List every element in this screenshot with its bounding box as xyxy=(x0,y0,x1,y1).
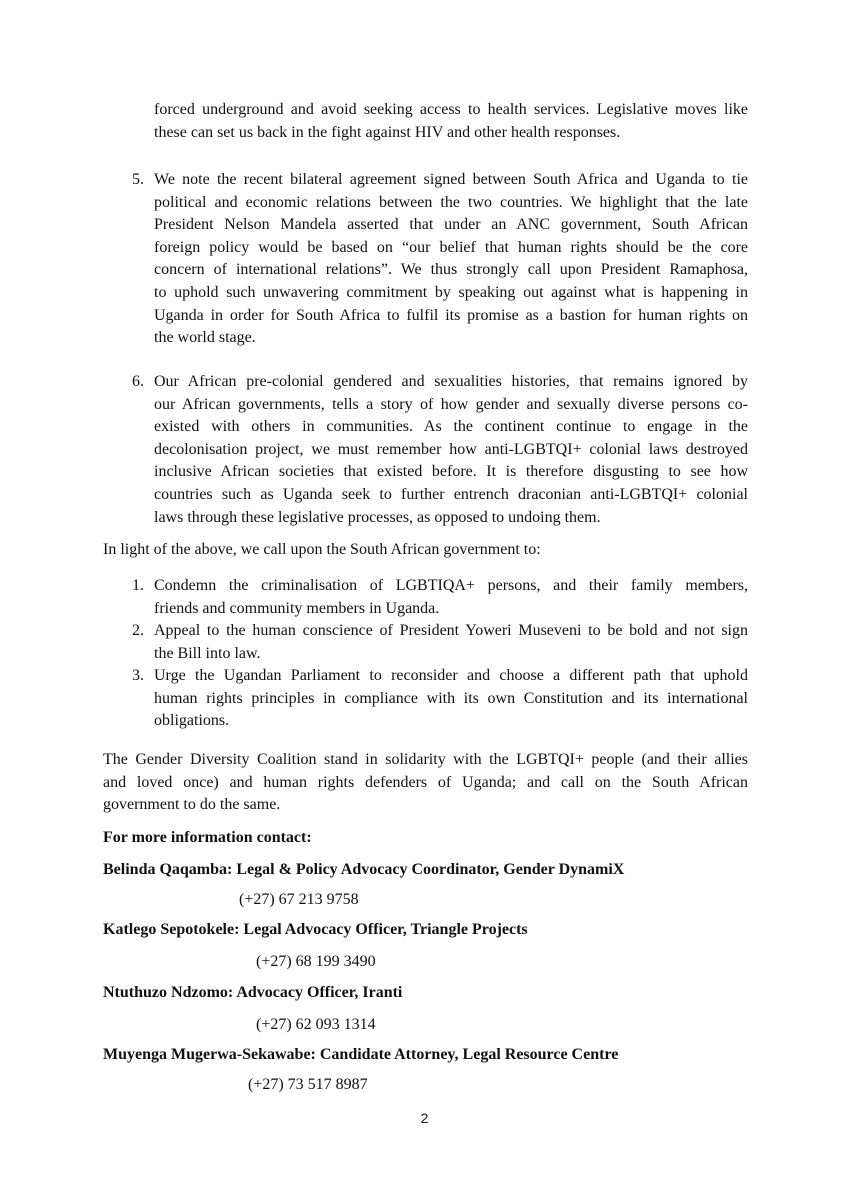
text-line: existed with others in communities. As the continent continue to engage in the xyxy=(154,418,748,436)
text-line: government to do the same. xyxy=(103,796,281,814)
text-line: obligations. xyxy=(154,712,230,730)
text-line: the world stage. xyxy=(154,329,256,347)
contact-phone: (+27) 62 093 1314 xyxy=(256,1016,376,1033)
contact-phone: (+27) 67 213 9758 xyxy=(239,891,359,908)
text-line: to uphold such unwavering commitment by speaking out against what is happening in xyxy=(154,283,748,301)
text-line: Uganda in order for South Africa to fulfil its promise as a bastion for human rights on xyxy=(154,306,748,324)
list-number: 3. xyxy=(132,667,144,684)
point-6 xyxy=(132,371,748,529)
text-line: inclusive African societies that existed before. It is therefore disgusting to see how xyxy=(154,463,748,481)
text-line: countries such as Uganda seek to further entrench draconian anti-LGBTQI+ colonial xyxy=(154,485,748,503)
contact-name: Belinda Qaqamba: Legal & Policy Advocacy Coordinator, Gender DynamiX xyxy=(103,861,625,878)
list-number: 1. xyxy=(132,577,144,594)
text-line: forced underground and avoid seeking access to health services. Legislative moves like xyxy=(154,101,748,118)
demand-3 xyxy=(132,665,748,733)
text-line: our African governments, tells a story of how gender and sexually diverse persons co- xyxy=(154,395,748,413)
text-line: foreign policy would be based on “our belief that human rights should be the core xyxy=(154,238,748,256)
text-line: and loved once) and human rights defenders of Uganda; and call on the South African xyxy=(103,773,748,791)
contact-phone: (+27) 73 517 8987 xyxy=(248,1076,368,1093)
contact-name: Ntuthuzo Ndzomo: Advocacy Officer, Iranti xyxy=(103,984,403,1001)
demand-2 xyxy=(132,620,748,665)
text-line: Appeal to the human conscience of President Yoweri Museveni to be bold and not sign xyxy=(154,622,748,639)
point-5 xyxy=(132,169,748,350)
text-line: President Nelson Mandela asserted that under an ANC government, South African xyxy=(154,216,748,234)
intro-continuation-paragraph xyxy=(154,99,748,144)
text-line: these can set us back in the fight against HIV and other health responses. xyxy=(154,123,621,141)
contact-name: Katlego Sepotokele: Legal Advocacy Officer, Triangle Projects xyxy=(103,921,528,938)
text-line: the Bill into law. xyxy=(154,644,261,662)
contact-phone: (+27) 68 199 3490 xyxy=(256,953,376,970)
call-intro: In light of the above, we call upon the South African government to: xyxy=(103,541,541,558)
text-line: human rights principles in compliance with its own Constitution and its international xyxy=(154,689,748,707)
page-number: 2 xyxy=(420,1110,429,1126)
solidarity-paragraph xyxy=(103,749,748,817)
text-line: laws through these legislative processes, as opposed to undoing them. xyxy=(154,508,601,526)
text-line: political and economic relations between the two countries. We highlight that the late xyxy=(154,193,748,211)
text-line: The Gender Diversity Coalition stand in solidarity with the LGBTQI+ people (and their allies xyxy=(103,751,748,768)
text-line: concern of international relations”. We thus strongly call upon President Ramaphosa, xyxy=(154,261,748,279)
text-line: Our African pre-colonial gendered and sexualities histories, that remains ignored by xyxy=(154,373,748,390)
demand-1 xyxy=(132,575,748,620)
contact-heading: For more information contact: xyxy=(103,829,312,846)
text-line: Urge the Ugandan Parliament to reconsider and choose a different path that uphold xyxy=(154,667,748,684)
contact-name: Muyenga Mugerwa-Sekawabe: Candidate Attorney, Legal Resource Centre xyxy=(103,1046,619,1063)
text-line: Condemn the criminalisation of LGBTIQA+ persons, and their family members, xyxy=(154,577,748,594)
text-line: friends and community members in Uganda. xyxy=(154,599,440,617)
list-number: 6. xyxy=(132,373,144,390)
list-number: 2. xyxy=(132,622,144,639)
text-line: decolonisation project, we must remember how anti-LGBTQI+ colonial laws destroyed xyxy=(154,440,748,458)
text-line: We note the recent bilateral agreement signed between South Africa and Uganda to tie xyxy=(154,171,748,188)
list-number: 5. xyxy=(132,171,144,188)
